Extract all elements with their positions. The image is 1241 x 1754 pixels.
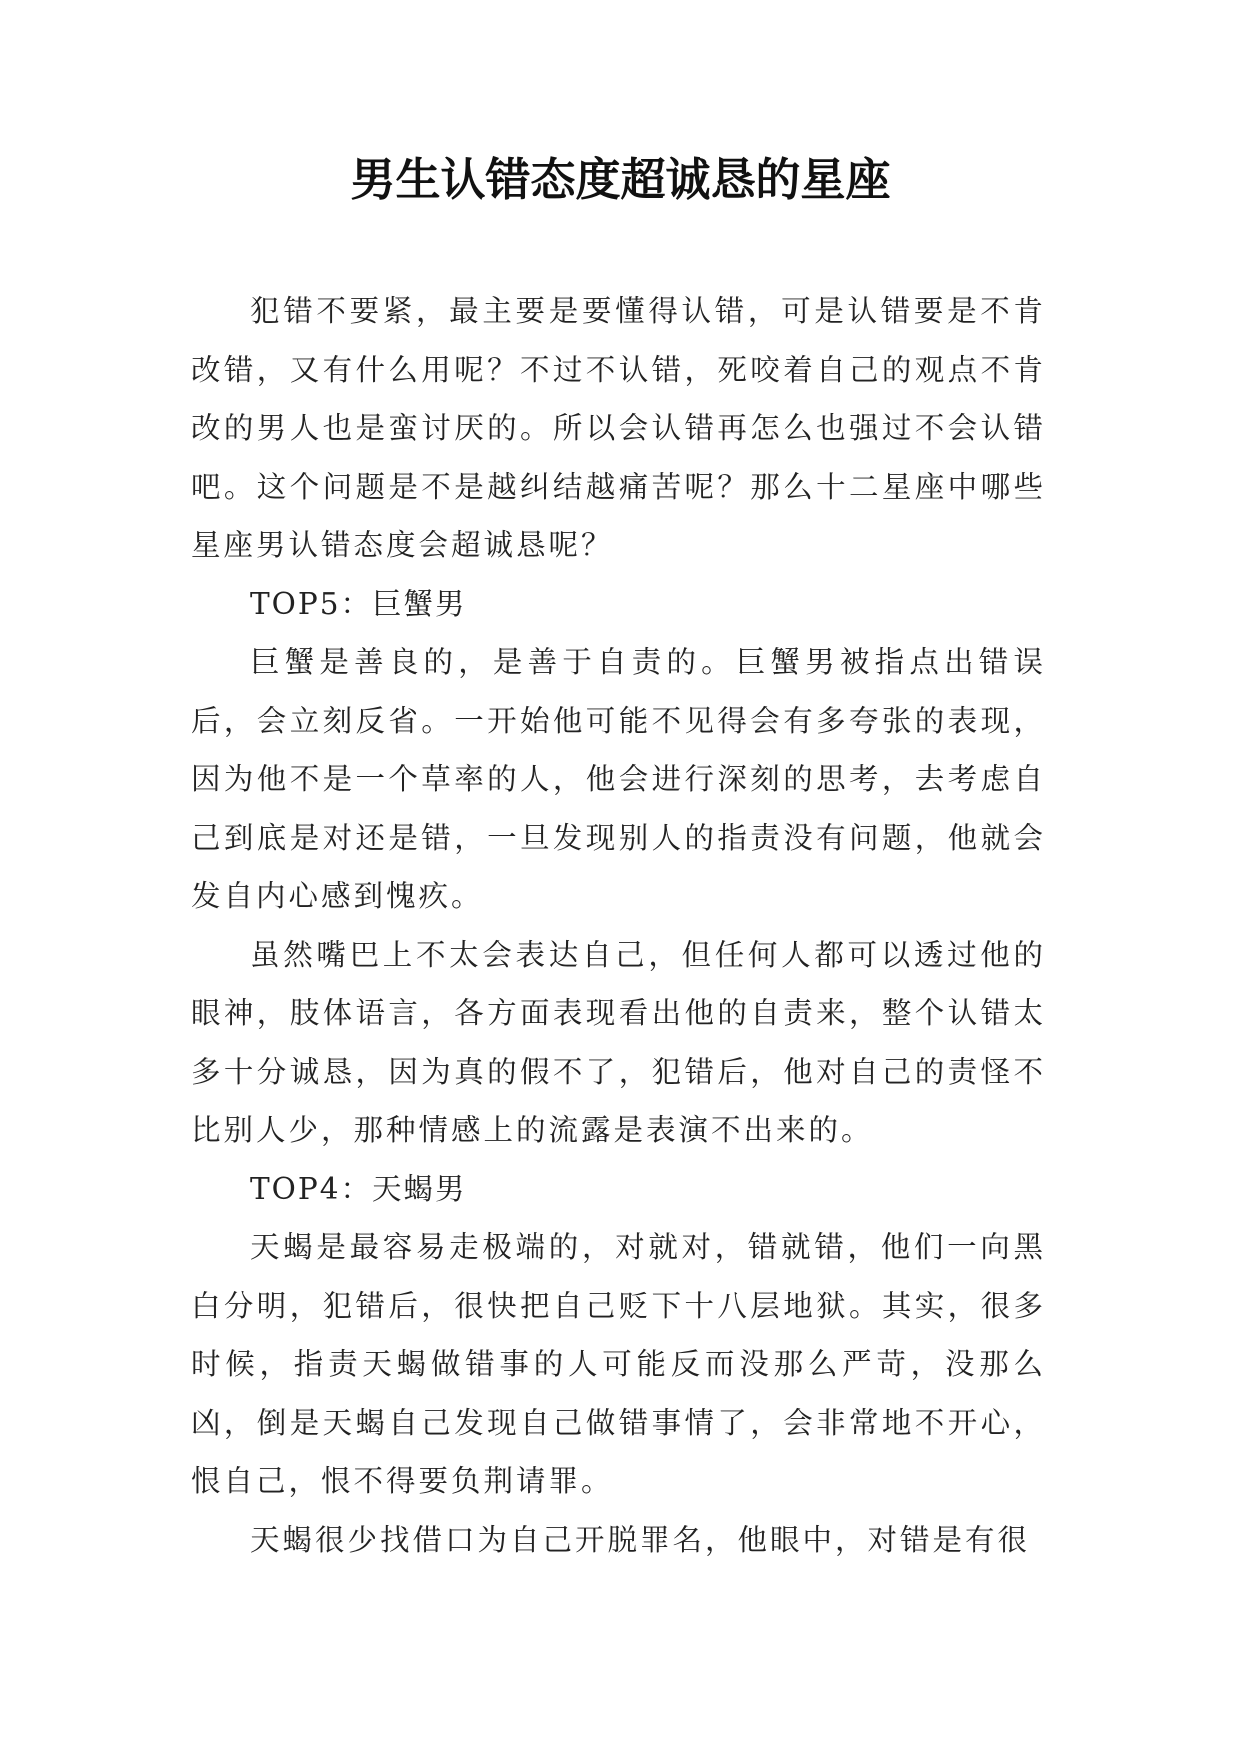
paragraph-cancer-1: 巨蟹是善良的，是善于自责的。巨蟹男被指点出错误后，会立刻反省。一开始他可能不见得会有多夸张的表现，因为他不是一个草率的人，他会进行深刻的思考，去考虑自己到底是对还是错，一旦发现别人的指责没有问题，他就会发自内心感到愧疚。: [191, 645, 1046, 913]
document-title: 男生认错态度超诚恳的星座: [350, 153, 891, 206]
document-body: [191, 282, 1046, 1569]
section-heading-top5: TOP5：巨蟹男: [250, 586, 467, 621]
paragraph-cancer-2: 虽然嘴巴上不太会表达自己，但任何人都可以透过他的眼神，肢体语言，各方面表现看出他的自责来，整个认错太多十分诚恳，因为真的假不了，犯错后，他对自己的责怪不比别人少，那种情感上的流露是表演不出来的。: [191, 937, 1046, 1147]
paragraph-intro: 犯错不要紧，最主要是要懂得认错，可是认错要是不肯改错，又有什么用呢？不过不认错，死咬着自己的观点不肯改的男人也是蛮讨厌的。所以会认错再怎么也强过不会认错吧。这个问题是不是越纠结越痛苦呢？那么十二星座中哪些星座男认错态度会超诚恳呢？: [191, 294, 1046, 562]
paragraph-scorpio-2: 天蝎很少找借口为自己开脱罪名，他眼中，对错是有很: [250, 1522, 1031, 1557]
paragraph-scorpio-1: 天蝎是最容易走极端的，对就对，错就错，他们一向黑白分明，犯错后，很快把自己贬下十八层地狱。其实，很多时候，指责天蝎做错事的人可能反而没那么严苛，没那么凶，倒是天蝎自己发现自己做错事情了，会非常地不开心，恨自己，恨不得要负荆请罪。: [191, 1230, 1046, 1498]
section-heading-top4: TOP4：天蝎男: [250, 1171, 467, 1206]
